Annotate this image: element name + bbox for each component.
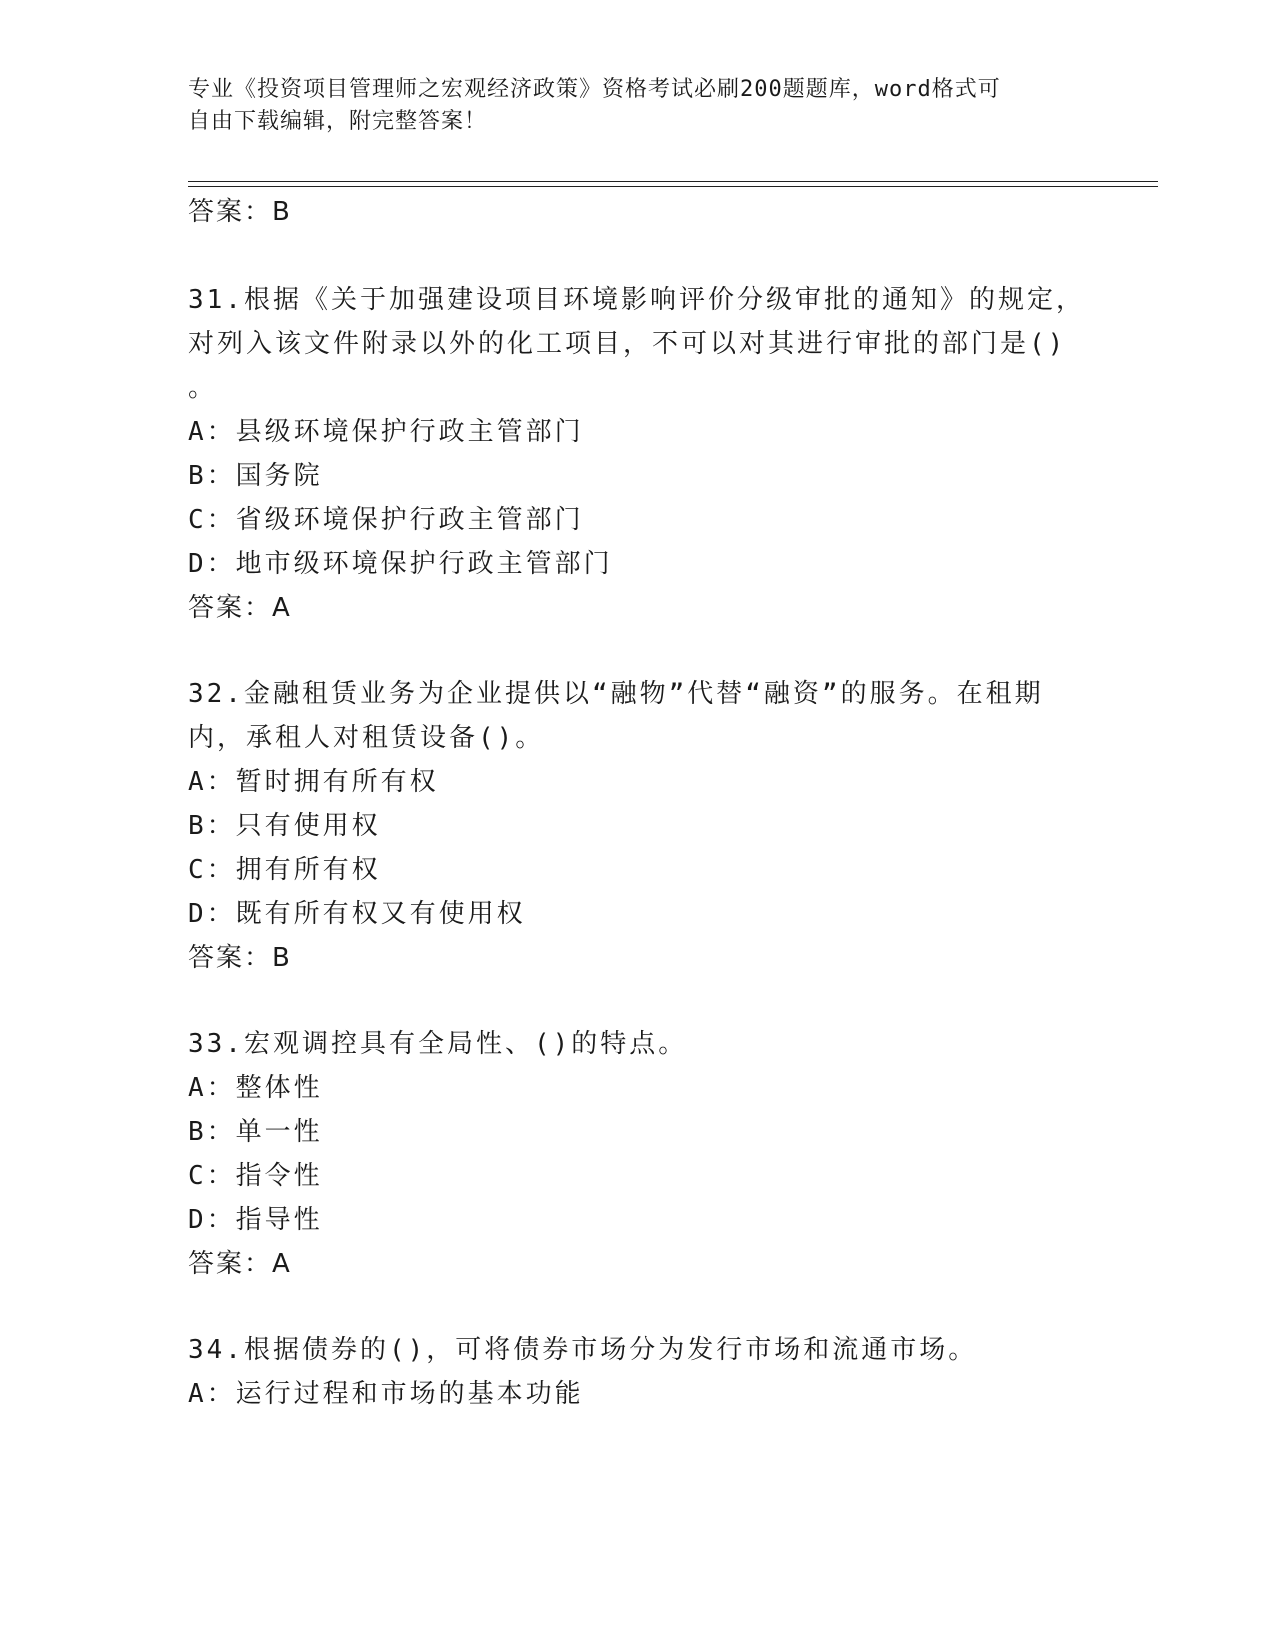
option-a: A：运行过程和市场的基本功能 <box>188 1379 584 1409</box>
question-stem: 34.根据债券的()，可将债券市场分为发行市场和流通市场。 <box>188 1335 978 1365</box>
option-d: D：既有所有权又有使用权 <box>188 899 526 929</box>
option-a: A：整体性 <box>188 1073 323 1103</box>
question-stem: 33.宏观调控具有全局性、()的特点。 <box>188 1029 688 1059</box>
question-stem: 32.金融租赁业务为企业提供以“融物”代替“融资”的服务。在租期 <box>188 679 1044 709</box>
option-a: A：县级环境保护行政主管部门 <box>188 417 584 447</box>
answer-line: 答案：B <box>188 943 292 973</box>
header-rule-bottom <box>188 186 1158 187</box>
option-a: A：暂时拥有所有权 <box>188 767 439 797</box>
question-stem: 内，承租人对租赁设备()。 <box>188 723 545 753</box>
option-d: D：指导性 <box>188 1205 323 1235</box>
option-c: C：拥有所有权 <box>188 855 381 885</box>
option-c: C：指令性 <box>188 1161 323 1191</box>
answer-line: 答案：A <box>188 593 292 623</box>
question-stem: 31.根据《关于加强建设项目环境影响评价分级审批的通知》的规定， <box>188 285 1085 315</box>
option-b: B：只有使用权 <box>188 811 381 841</box>
header-line-1: 专业《投资项目管理师之宏观经济政策》资格考试必刷200题题库，word格式可 <box>188 77 1001 102</box>
document-header <box>188 74 1088 138</box>
option-b: B：国务院 <box>188 461 323 491</box>
answer-line: 答案：B <box>188 197 292 227</box>
answer-line: 答案：A <box>188 1249 292 1279</box>
question-stem: 。 <box>188 373 218 403</box>
header-line-2: 自由下载编辑，附完整答案！ <box>188 109 488 134</box>
option-b: B：单一性 <box>188 1117 323 1147</box>
question-stem: 对列入该文件附录以外的化工项目，不可以对其进行审批的部门是() <box>188 329 1067 359</box>
header-rule-top <box>188 181 1158 182</box>
option-c: C：省级环境保护行政主管部门 <box>188 505 584 535</box>
option-d: D：地市级环境保护行政主管部门 <box>188 549 613 579</box>
